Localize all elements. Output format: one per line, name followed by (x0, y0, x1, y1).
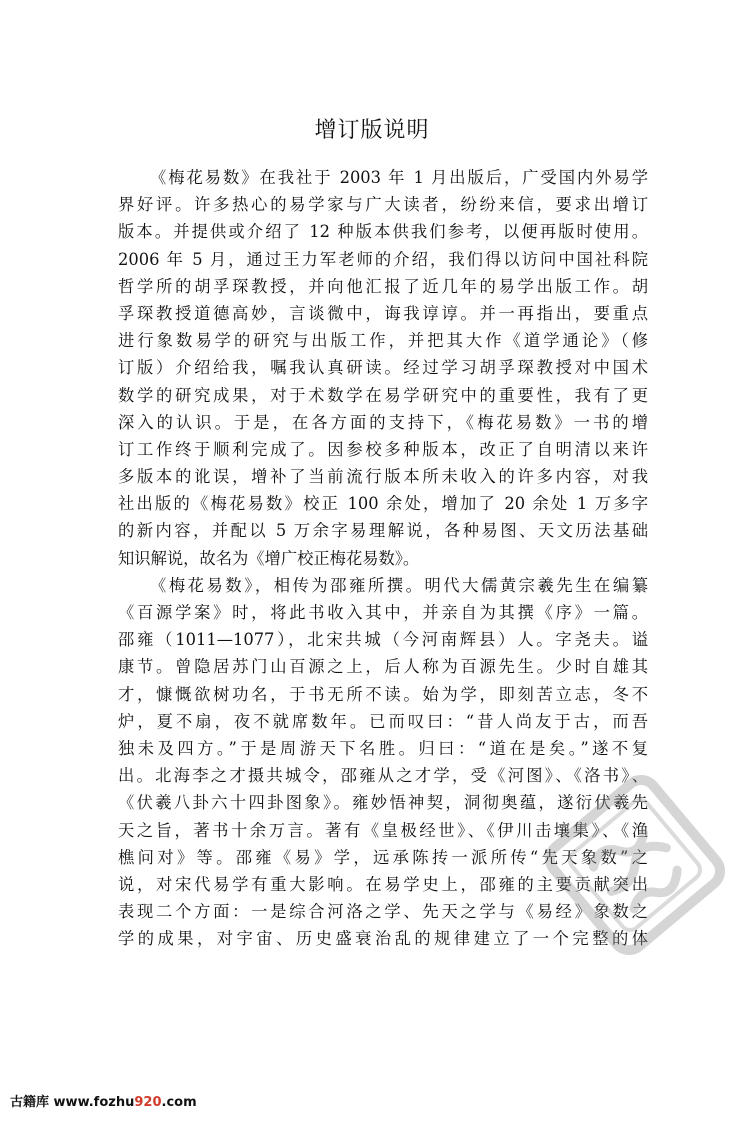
paragraph-1-line: 多版本的讹误，增补了当前流行版本所未收入的许多内容，对我 (118, 467, 648, 487)
paragraph-1-line: 版本。并提供或介绍了 12 种版本供我们参考，以便再版时使用。 (118, 222, 648, 242)
paragraph-2-line: 樵问对》等。邵雍《易》学，远承陈抟一派所传“先天象数”之 (118, 847, 648, 867)
library-seal-stamp (540, 770, 730, 960)
paragraph-1-line: 社出版的《梅花易数》校正 100 余处，增加了 20 余处 1 万多字 (118, 494, 648, 514)
footer-url-number: 920 (134, 1095, 162, 1110)
paragraph-1-line: 2006 年 5 月，通过王力军老师的介绍，我们得以访问中国社科院 (118, 249, 648, 269)
paragraph-1-line: 的新内容，并配以 5 万余字易理解说，各种易图、天文历法基础 (118, 521, 648, 541)
footer-watermark (10, 1091, 197, 1110)
paragraph-1-line: 进行象数易学的研究与出版工作，并把其大作《道学通论》（修 (118, 331, 648, 351)
page-title: 增订版说明 (314, 118, 430, 143)
paragraph-1-line: 《梅花易数》在我社于 2003 年 1 月出版后，广受国内外易学 (150, 168, 648, 187)
paragraph-2-line: 学的成果，对宇宙、历史盛衰治乱的规律建立了一个完整的体 (118, 929, 648, 949)
paragraph-2-line: 《梅花易数》，相传为邵雍所撰。明代大儒黄宗羲先生在编纂 (150, 575, 648, 595)
paragraph-2-line: 《百源学案》时，将此书收入其中，并亲自为其撰《序》一篇。 (118, 603, 648, 622)
paragraph-2-line: 才，慷慨欲树功名，于书无所不读。始为学，即刻苦立志，冬不 (118, 684, 648, 704)
paragraph-1-line: 订版）介绍给我，嘱我认真研读。经过学习胡孚琛教授对中国术 (118, 358, 648, 378)
footer-url-prefix: www.fozhu (53, 1095, 135, 1110)
paragraph-1-line: 界好评。许多热心的易学家与广大读者，纷纷来信，要求出增订 (118, 195, 648, 215)
paragraph-1-line: 订工作终于顺利完成了。因参校多种版本，改正了自明清以来许 (118, 439, 648, 459)
paragraph-2-line: 表现二个方面：一是综合河洛之学、先天之学与《易经》象数之 (118, 902, 648, 922)
paragraph-2-line: 《伏羲八卦六十四卦图象》。雍妙悟神契，洞彻奥蕴，遂衍伏羲先 (118, 793, 648, 813)
paragraph-1-line: 哲学所的胡孚琛教授，并向他汇报了近几年的易学出版工作。胡 (118, 276, 648, 296)
footer-url-suffix: .com (161, 1095, 197, 1110)
paragraph-1-line: 知识解说，故名为《增广校正梅花易数》。 (118, 548, 420, 568)
paragraph-1-line: 数学的研究成果，对于术数学在易学研究中的重要性，我有了更 (118, 385, 648, 405)
paragraph-1-line: 孚琛教授道德高妙，言谈微中，诲我谆谆。并一再指出，要重点 (118, 303, 648, 323)
footer-url[interactable] (54, 1095, 197, 1110)
paragraph-2-line: 天之旨，著书十余万言。著有《皇极经世》、《伊川击壤集》、《渔 (118, 820, 648, 840)
paragraph-2-line: 出。北海李之才摄共城令，邵雍从之才学，受《河图》、《洛书》、 (118, 766, 648, 786)
paragraph-2-line: 康节。曾隐居苏门山百源之上，后人称为百源先生。少时自雄其 (118, 657, 648, 677)
paragraph-2-line: 炉，夏不扇，夜不就席数年。已而叹曰：“昔人尚友于古，而吾 (118, 711, 648, 731)
footer-site-name: 古籍库 (10, 1095, 50, 1110)
paragraph-1-line: 深入的认识。于是，在各方面的支持下，《梅花易数》一书的增 (118, 412, 648, 432)
paragraph-2-line: 邵雍（1011—1077），北宋共城（今河南辉县）人。字尧夫。谥 (118, 630, 648, 650)
paragraph-2-line: 说，对宋代易学有重大影响。在易学史上，邵雍的主要贡献突出 (118, 874, 648, 894)
paragraph-2-line: 独未及四方。”于是周游天下名胜。归曰：“道在是矣。”遂不复 (118, 738, 648, 758)
